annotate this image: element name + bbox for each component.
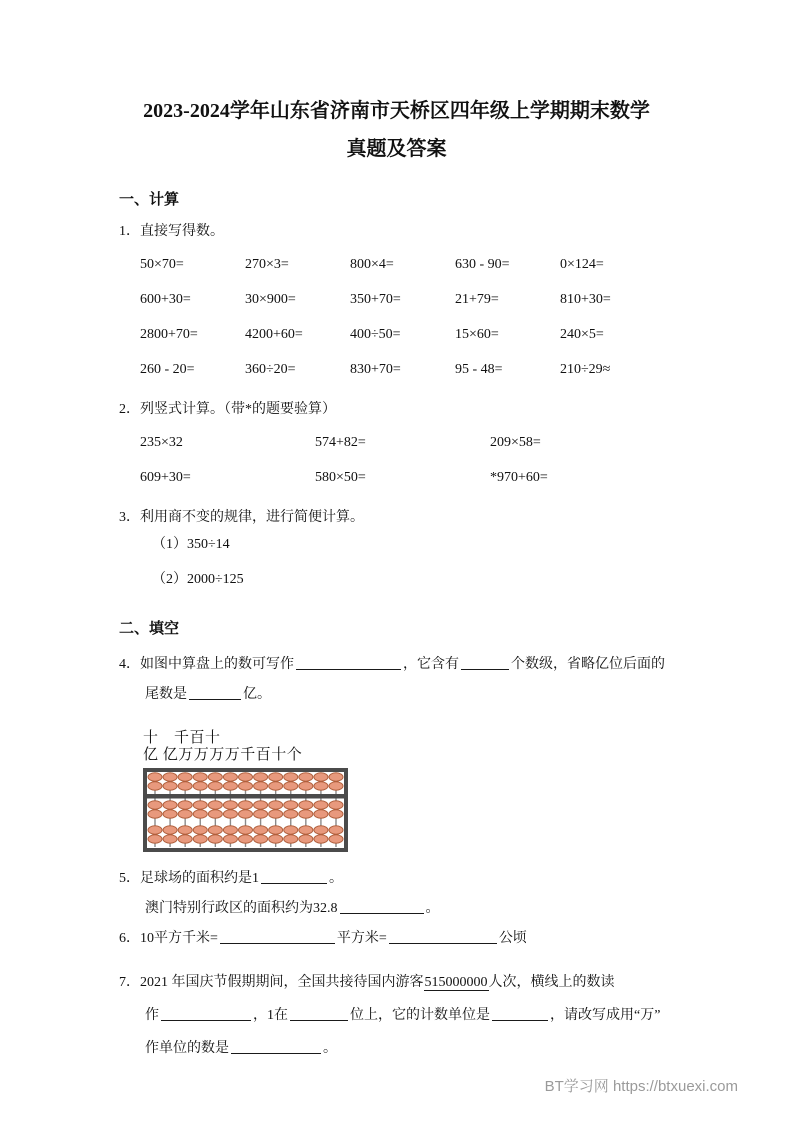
q1-problem: 810+30= [560,292,611,307]
q1-problem: 270×3= [245,257,289,272]
q7-text: 人次，横线上的数读 [488,975,615,990]
q4-text: 4．如图中算盘上的数可写作 [119,657,294,672]
q1-problem: 21+79= [455,292,499,307]
q6-line [119,924,674,954]
q2-problem-grid [119,425,674,495]
answer-blank [231,1039,321,1054]
answer-blank [389,929,497,944]
q1-problem: 15×60= [455,327,499,342]
q7-text: 位上，它的计数单位是 [350,1008,490,1023]
q3-item-1: （1）350÷14 [152,537,230,552]
q5-text: 5．足球场的面积约是1 [119,871,259,886]
q7-text: ，1在 [253,1008,288,1023]
q1-problem: 2800+70= [140,327,198,342]
q7-text: 作单位的数是 [145,1041,229,1056]
q7-line-3 [119,1032,674,1065]
title-line-2: 真题及答案 [346,138,447,160]
q7-text: 作 [145,1008,159,1023]
q1-problem: 210÷29≈ [560,362,611,377]
q3-item-2: （2）2000÷125 [152,572,244,587]
q1-problem: 260 - 20= [140,362,195,377]
q7-line-2 [119,999,674,1032]
abacus-place-label-top: 十 千百十 [143,730,221,746]
answer-blank [290,1006,348,1021]
q4-paragraph [119,650,674,710]
q6-text: 公顷 [498,931,527,946]
q5-text: 。 [425,901,440,916]
abacus-place-label-bottom: 亿 亿万万万万千百十个 [143,747,303,763]
section-heading-fill-in: 二、填空 [119,621,180,637]
q5-line-1 [119,864,674,894]
q2-problem: 609+30= [140,470,191,485]
q1-problem: 830+70= [350,362,401,377]
q4-line-2 [119,680,674,710]
q2-problem: 235×32 [140,435,183,450]
q2-problem: *970+60= [490,470,548,485]
answer-blank [161,1006,251,1021]
page-title [119,0,674,168]
q1-problem: 95 - 48= [455,362,503,377]
q3-label: 3．利用商不变的规律，进行简便计算。 [119,510,364,525]
q4-line-1 [119,650,674,680]
q4-text: ，它含有 [403,657,459,672]
q5-text: 。 [329,871,343,886]
answer-blank [189,685,241,700]
q7-text: ，请改写成用“万” [550,1008,661,1023]
q1-problem: 800×4= [350,257,394,272]
answer-blank [296,655,401,670]
q6-text: 平方米= [336,931,387,946]
title-line-1: 2023-2024学年山东省济南市天桥区四年级上学期期末数学 [143,100,650,122]
answer-blank [340,899,424,914]
q2-problem: 209×58= [490,435,541,450]
abacus-figure [119,730,674,852]
q2-label: 2．列竖式计算。（带*的题要验算） [119,402,336,417]
underlined-number: 515000000 [424,975,488,990]
q4-text: 尾数是 [145,687,187,702]
answer-blank [220,929,335,944]
q5-paragraph [119,864,674,924]
q1-problem: 360÷20= [245,362,296,377]
q5-line-2 [119,894,674,924]
q1-problem: 400÷50= [350,327,401,342]
q5-text: 澳门特别行政区的面积约为32.8 [145,901,338,916]
q1-label: 1．直接写得数。 [119,224,224,239]
q1-problem: 600+30= [140,292,191,307]
q7-text: 。 [323,1041,337,1056]
q1-problem: 4200+60= [245,327,303,342]
q1-problem: 50×70= [140,257,184,272]
answer-blank [261,869,327,884]
q7-text: 7．2021 年国庆节假期期间，全国共接待国内游客 [119,975,424,990]
q1-problem: 350+70= [350,292,401,307]
q7-paragraph [119,966,674,1065]
answer-blank [461,655,509,670]
q4-text: 亿。 [243,687,271,702]
q4-text: 个数级，省略亿位后面的 [511,657,665,672]
q7-line-1 [119,966,674,999]
q1-problem: 630 - 90= [455,257,510,272]
q1-problem-grid [119,247,674,387]
q1-problem: 240×5= [560,327,604,342]
q2-problem: 580×50= [315,470,366,485]
section-heading-calculation: 一、计算 [119,192,180,208]
site-footer-link[interactable]: BT学习网 https://btxuexi.com [544,1078,738,1095]
q6-text: 6．10平方千米= [119,931,218,946]
abacus-image [143,768,348,852]
q1-problem: 30×900= [245,292,296,307]
q1-problem: 0×124= [560,257,604,272]
q2-problem: 574+82= [315,435,366,450]
answer-blank [492,1006,548,1021]
